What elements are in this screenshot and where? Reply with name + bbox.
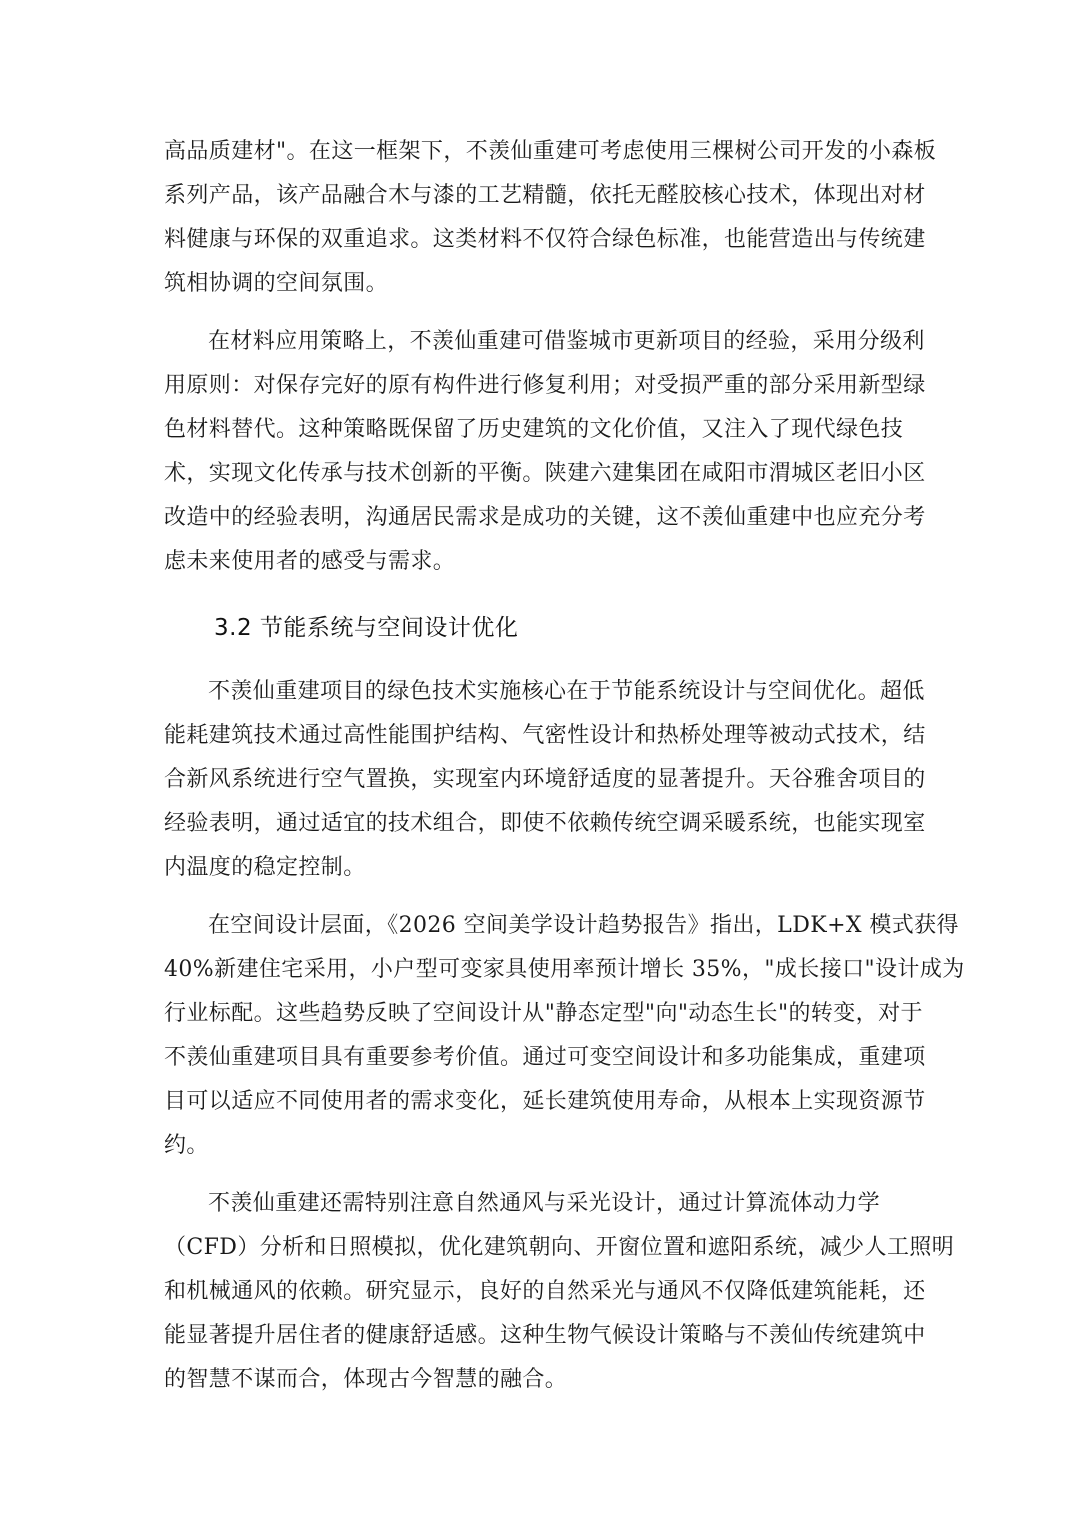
text-line: 不羡仙重建还需特别注意自然通风与采光设计，通过计算流体动力学 (208, 1191, 881, 1216)
section-gap (164, 648, 916, 670)
text-line: 用原则：对保存完好的原有构件进行修复利用；对受损严重的部分采用新型绿 (164, 373, 926, 398)
paragraph-space-design (164, 904, 965, 1168)
paragraph-ventilation-lighting (164, 1182, 955, 1402)
section-heading (164, 608, 916, 648)
text-line: 经验表明，通过适宜的技术组合，即使不依赖传统空调采暖系统，也能实现室 (164, 811, 926, 836)
text-line: 能耗建筑技术通过高性能围护结构、气密性设计和热桥处理等被动式技术，结 (164, 723, 926, 748)
text-line: 术，实现文化传承与技术创新的平衡。陕建六建集团在咸阳市渭城区老旧小区 (164, 461, 926, 486)
text-line: 在空间设计层面，《2026 空间美学设计趋势报告》指出，LDK+X 模式获得 (208, 913, 959, 938)
text-line: 目可以适应不同使用者的需求变化，延长建筑使用寿命，从根本上实现资源节 (164, 1089, 926, 1114)
text-line: 高品质建材"。在这一框架下，不羡仙重建可考虑使用三棵树公司开发的小森板 (164, 139, 937, 164)
text-line: 行业标配。这些趋势反映了空间设计从"静态定型"向"动态生长"的转变，对于 (164, 1001, 923, 1026)
section-number: 3.2 (214, 615, 253, 641)
text-line: 40%新建住宅采用，小户型可变家具使用率预计增长 35%，"成长接口"设计成为 (164, 957, 965, 982)
text-line: 色材料替代。这种策略既保留了历史建筑的文化价值，又注入了现代绿色技 (164, 417, 904, 442)
paragraph-materials-continued (164, 130, 937, 306)
text-line: 虑未来使用者的感受与需求。 (164, 549, 456, 574)
paragraph-material-strategy (164, 320, 926, 584)
paragraph-energy-systems (164, 670, 926, 890)
document-page (164, 130, 965, 1402)
section-title: 节能系统与空间设计优化 (259, 615, 519, 641)
text-line: 内温度的稳定控制。 (164, 855, 366, 880)
text-line: （CFD）分析和日照模拟，优化建筑朝向、开窗位置和遮阳系统，减少人工照明 (164, 1235, 955, 1260)
text-line: 的智慧不谋而合，体现古今智慧的融合。 (164, 1367, 568, 1392)
text-line: 约。 (164, 1133, 209, 1158)
text-line: 筑相协调的空间氛围。 (164, 271, 389, 296)
text-line: 不羡仙重建项目具有重要参考价值。通过可变空间设计和多功能集成，重建项 (164, 1045, 926, 1070)
paragraph-gap (164, 890, 916, 904)
text-line: 能显著提升居住者的健康舒适感。这种生物气候设计策略与不羡仙传统建筑中 (164, 1323, 926, 1348)
text-line: 料健康与环保的双重追求。这类材料不仅符合绿色标准，也能营造出与传统建 (164, 227, 926, 252)
section-gap (164, 584, 916, 608)
paragraph-gap (164, 1168, 916, 1182)
text-line: 合新风系统进行空气置换，实现室内环境舒适度的显著提升。天谷雅舍项目的 (164, 767, 926, 792)
text-line: 在材料应用策略上，不羡仙重建可借鉴城市更新项目的经验，采用分级利 (208, 329, 925, 354)
text-line: 系列产品，该产品融合木与漆的工艺精髓，依托无醛胶核心技术，体现出对材 (164, 183, 926, 208)
text-line: 和机械通风的依赖。研究显示，良好的自然采光与通风不仅降低建筑能耗，还 (164, 1279, 926, 1304)
paragraph-gap (164, 306, 916, 320)
text-line: 不羡仙重建项目的绿色技术实施核心在于节能系统设计与空间优化。超低 (208, 679, 925, 704)
text-line: 改造中的经验表明，沟通居民需求是成功的关键，这不羡仙重建中也应充分考 (164, 505, 926, 530)
